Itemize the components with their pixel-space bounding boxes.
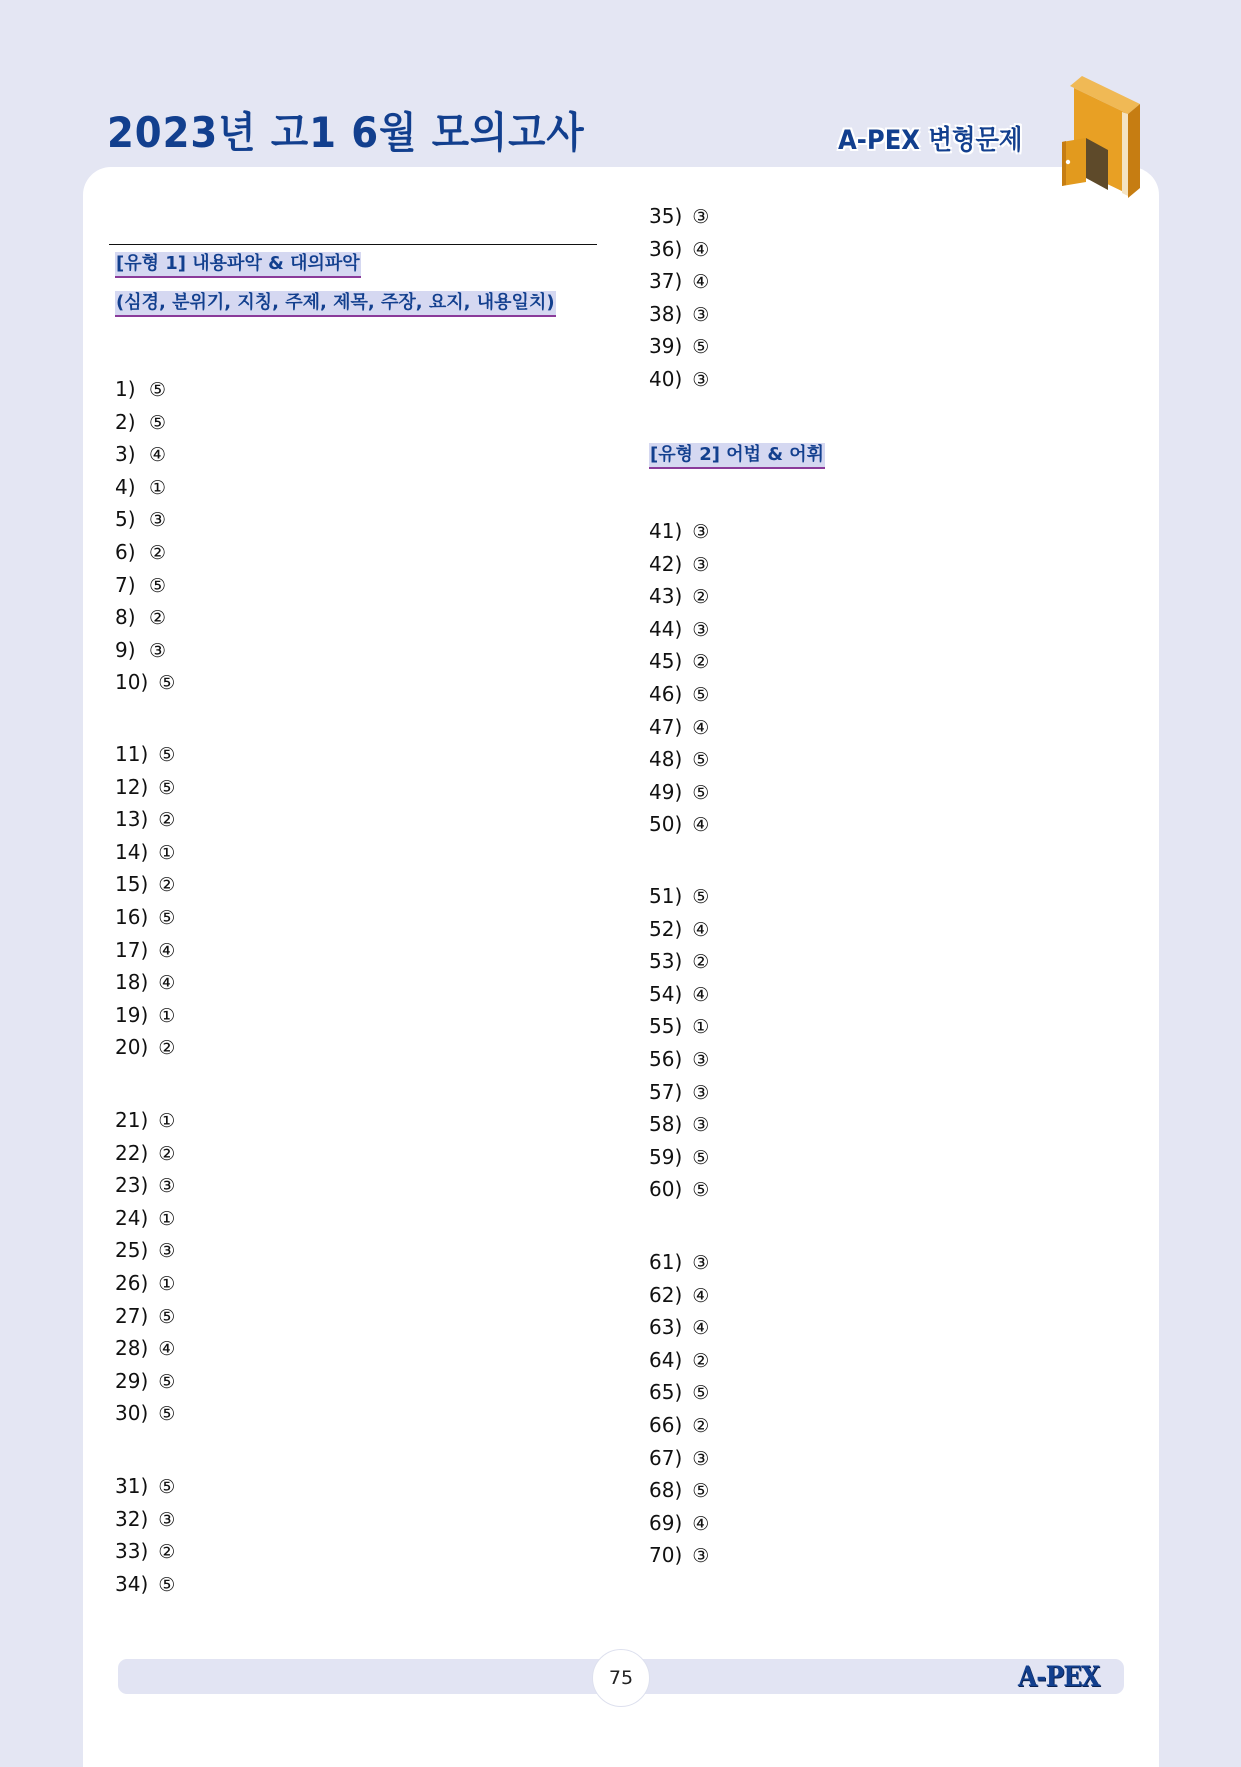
- answer-item: [649, 302, 709, 327]
- question-number: 8): [115, 605, 136, 630]
- answer-choice: ⑤: [692, 749, 710, 772]
- answer-item: [115, 1401, 175, 1426]
- answer-item: [649, 237, 709, 262]
- answer-choice: ⑤: [158, 1476, 176, 1498]
- answer-choice: ①: [158, 1004, 176, 1027]
- question-number: 11): [115, 742, 149, 766]
- answer-item: [649, 812, 709, 837]
- question-number: 18): [115, 970, 149, 995]
- answer-item: [115, 970, 175, 995]
- answer-choice: ⑤: [158, 744, 176, 766]
- question-number: 14): [115, 839, 149, 864]
- answer-item: [649, 1145, 709, 1170]
- question-number: 56): [649, 1047, 683, 1071]
- answer-choice: ③: [692, 521, 710, 543]
- question-number: 4): [115, 474, 136, 499]
- question-number: 29): [115, 1368, 149, 1393]
- answer-item: [115, 1474, 175, 1499]
- question-number: 2): [115, 409, 136, 434]
- answer-choice: ④: [692, 1317, 710, 1340]
- answer-choice: ③: [158, 1175, 176, 1198]
- question-number: 22): [115, 1140, 149, 1165]
- answer-choice: ⑤: [149, 379, 167, 401]
- answer-item: [649, 334, 709, 359]
- question-number: 36): [649, 236, 683, 261]
- answer-item: [115, 1141, 175, 1166]
- answer-choice: ③: [158, 1508, 176, 1531]
- question-number: 16): [115, 905, 149, 929]
- answer-item: [649, 367, 709, 392]
- answer-item: [115, 1173, 175, 1198]
- answer-choice: ②: [692, 1415, 710, 1437]
- answer-choice: ③: [149, 509, 167, 532]
- question-number: 68): [649, 1478, 683, 1503]
- book-door-icon: [1052, 76, 1142, 201]
- answer-item: [115, 1572, 175, 1597]
- answer-choice: ⑤: [158, 1403, 176, 1426]
- answer-choice: ⑤: [692, 1382, 710, 1405]
- answer-item: [649, 1413, 709, 1438]
- answer-item: [649, 1478, 709, 1503]
- section-heading-type1: [유형 1] 내용파악 & 대의파악: [115, 252, 361, 278]
- answer-item: [649, 1511, 709, 1536]
- answer-choice: ④: [158, 1338, 176, 1361]
- answer-item: [115, 377, 166, 402]
- answer-item: [649, 982, 709, 1007]
- question-number: 49): [649, 779, 683, 804]
- answer-item: [115, 1271, 175, 1296]
- answer-choice: ②: [692, 586, 710, 609]
- question-number: 39): [649, 334, 683, 359]
- answer-choice: ①: [158, 1207, 176, 1230]
- answer-choice: ③: [149, 639, 167, 662]
- answer-choice: ③: [692, 206, 710, 228]
- answer-choice: ②: [149, 607, 167, 630]
- answer-item: [115, 540, 166, 565]
- answer-item: [115, 775, 175, 800]
- question-number: 19): [115, 1002, 149, 1027]
- answer-item: [115, 1238, 175, 1263]
- answer-choice: ⑤: [692, 1480, 710, 1503]
- answer-item: [115, 1539, 175, 1564]
- question-number: 21): [115, 1108, 149, 1132]
- answer-item: [649, 552, 709, 577]
- answer-choice: ①: [158, 1110, 176, 1132]
- answer-item: [115, 670, 175, 695]
- answer-choice: ⑤: [158, 1370, 176, 1393]
- answer-choice: ④: [692, 1284, 710, 1307]
- question-number: 35): [649, 204, 683, 228]
- question-number: 44): [649, 616, 683, 641]
- answer-item: [649, 917, 709, 942]
- answer-choice: ③: [692, 553, 710, 576]
- question-number: 13): [115, 807, 149, 832]
- answer-item: [649, 1080, 709, 1105]
- answer-choice: ③: [692, 1545, 710, 1568]
- answer-item: [115, 1336, 175, 1361]
- answer-choice: ⑤: [692, 684, 710, 706]
- answer-item: [115, 840, 175, 865]
- question-number: 70): [649, 1543, 683, 1568]
- answer-choice: ⑤: [158, 776, 176, 799]
- answer-item: [649, 884, 709, 909]
- question-number: 66): [649, 1413, 683, 1437]
- answer-item: [115, 1108, 175, 1133]
- answer-item: [649, 780, 709, 805]
- answer-item: [115, 475, 166, 500]
- question-number: 32): [115, 1506, 149, 1531]
- answer-choice: ④: [692, 238, 710, 261]
- question-number: 51): [649, 884, 683, 908]
- question-number: 37): [649, 269, 683, 294]
- answer-item: [649, 1446, 709, 1471]
- answer-choice: ①: [158, 1273, 176, 1295]
- answer-choice: ②: [692, 951, 710, 974]
- answer-choice: ⑤: [158, 907, 176, 929]
- question-number: 45): [649, 649, 683, 674]
- question-number: 10): [115, 670, 149, 695]
- answer-choice: ①: [158, 841, 176, 864]
- question-number: 25): [115, 1238, 149, 1263]
- question-number: 15): [115, 872, 149, 897]
- answer-choice: ②: [158, 809, 176, 832]
- answer-item: [649, 649, 709, 674]
- question-number: 17): [115, 937, 149, 962]
- question-number: 48): [649, 747, 683, 772]
- question-number: 52): [649, 916, 683, 941]
- question-number: 33): [115, 1539, 149, 1564]
- answer-choice: ④: [692, 983, 710, 1006]
- answer-item: [115, 1003, 175, 1028]
- answer-choice: ②: [692, 651, 710, 674]
- answer-item: [649, 617, 709, 642]
- question-number: 58): [649, 1112, 683, 1137]
- answer-choice: ⑤: [158, 672, 176, 695]
- answer-choice: ⑤: [149, 574, 167, 597]
- answer-choice: ②: [158, 1037, 176, 1060]
- answer-item: [649, 1014, 709, 1039]
- question-number: 40): [649, 367, 683, 391]
- answer-choice: ③: [692, 1252, 710, 1274]
- answer-item: [115, 807, 175, 832]
- answer-choice: ③: [692, 303, 710, 326]
- answer-item: [649, 204, 709, 229]
- answer-item: [649, 1283, 709, 1308]
- answer-choice: ⑤: [692, 1179, 710, 1202]
- answer-choice: ⑤: [158, 1573, 176, 1596]
- answer-choice: ①: [149, 476, 167, 499]
- answer-choice: ④: [692, 814, 710, 837]
- answer-item: [115, 1507, 175, 1532]
- answer-item: [649, 1250, 709, 1275]
- page-number: 75: [592, 1649, 650, 1707]
- answer-item: [115, 573, 166, 598]
- question-number: 64): [649, 1347, 683, 1372]
- question-number: 67): [649, 1445, 683, 1470]
- answer-choice: ④: [692, 271, 710, 294]
- answer-sheet-paper: [83, 167, 1159, 1767]
- answer-item: [115, 742, 175, 767]
- answer-item: [115, 872, 175, 897]
- answer-choice: ②: [158, 1142, 176, 1165]
- question-number: 41): [649, 519, 683, 543]
- answer-item: [649, 682, 709, 707]
- answer-item: [649, 715, 709, 740]
- answer-item: [649, 747, 709, 772]
- question-number: 6): [115, 540, 136, 564]
- question-number: 63): [649, 1315, 683, 1340]
- answer-choice: ④: [158, 972, 176, 995]
- answer-choice: ⑤: [692, 886, 710, 908]
- answer-item: [649, 1177, 709, 1202]
- question-number: 3): [115, 442, 136, 467]
- answer-choice: ⑤: [692, 336, 710, 359]
- question-number: 54): [649, 981, 683, 1006]
- question-number: 20): [115, 1035, 149, 1060]
- answer-choice: ⑤: [692, 781, 710, 804]
- answer-choice: ②: [149, 542, 167, 564]
- answer-item: [649, 519, 709, 544]
- answer-item: [115, 1206, 175, 1231]
- answer-choice: ①: [692, 1016, 710, 1039]
- answer-choice: ③: [692, 369, 710, 391]
- section-divider: [109, 244, 597, 245]
- answer-item: [115, 1035, 175, 1060]
- question-number: 12): [115, 774, 149, 799]
- question-number: 53): [649, 949, 683, 974]
- question-number: 46): [649, 682, 683, 706]
- question-number: 38): [649, 301, 683, 326]
- question-number: 57): [649, 1079, 683, 1104]
- question-number: 34): [115, 1571, 149, 1596]
- answer-item: [115, 605, 166, 630]
- question-number: 1): [115, 377, 136, 401]
- page-title: 2023년 고1 6월 모의고사: [107, 108, 585, 157]
- answer-choice: ④: [692, 716, 710, 739]
- question-number: 60): [649, 1177, 683, 1202]
- question-number: 27): [115, 1303, 149, 1328]
- answer-choice: ③: [692, 1049, 710, 1071]
- question-number: 30): [115, 1401, 149, 1426]
- answer-choice: ④: [692, 918, 710, 941]
- question-number: 47): [649, 714, 683, 739]
- question-number: 65): [649, 1380, 683, 1405]
- answer-item: [649, 1543, 709, 1568]
- question-number: 7): [115, 572, 136, 597]
- answer-item: [649, 1380, 709, 1405]
- answer-choice: ⑤: [692, 1146, 710, 1169]
- question-number: 61): [649, 1250, 683, 1274]
- question-number: 5): [115, 507, 136, 532]
- answer-choice: ④: [149, 444, 167, 467]
- question-number: 26): [115, 1271, 149, 1295]
- answer-item: [649, 1047, 709, 1072]
- question-number: 9): [115, 637, 136, 662]
- question-number: 69): [649, 1510, 683, 1535]
- answer-choice: ⑤: [158, 1305, 176, 1328]
- answer-choice: ②: [158, 1541, 176, 1564]
- answer-choice: ②: [692, 1349, 710, 1372]
- answer-choice: ②: [158, 874, 176, 897]
- answer-choice: ④: [158, 939, 176, 962]
- answer-item: [649, 1348, 709, 1373]
- footer-logo: A-PEX: [1018, 1660, 1100, 1693]
- answer-item: [649, 269, 709, 294]
- answer-choice: ③: [692, 1114, 710, 1137]
- question-number: 42): [649, 551, 683, 576]
- answer-choice: ③: [692, 618, 710, 641]
- question-number: 28): [115, 1336, 149, 1361]
- section-heading-type2: [유형 2] 어법 & 어휘: [649, 443, 825, 469]
- answer-item: [115, 1369, 175, 1394]
- question-number: 23): [115, 1173, 149, 1198]
- answer-choice: ④: [692, 1512, 710, 1535]
- question-number: 55): [649, 1014, 683, 1039]
- question-number: 43): [649, 584, 683, 609]
- answer-choice: ③: [692, 1447, 710, 1470]
- answer-choice: ⑤: [149, 411, 167, 434]
- answer-item: [649, 1112, 709, 1137]
- answer-item: [115, 1304, 175, 1329]
- answer-item: [649, 949, 709, 974]
- answer-choice: ③: [158, 1240, 176, 1263]
- answer-choice: ③: [692, 1081, 710, 1104]
- answer-item: [115, 507, 166, 532]
- section-subheading-type1: (심경, 분위기, 지칭, 주제, 제목, 주장, 요지, 내용일치): [115, 291, 556, 317]
- answer-item: [115, 442, 166, 467]
- question-number: 24): [115, 1205, 149, 1230]
- question-number: 59): [649, 1144, 683, 1169]
- brand-badge: A-PEX 변형문제: [838, 125, 1023, 156]
- answer-item: [115, 410, 166, 435]
- answer-item: [115, 638, 166, 663]
- answer-item: [115, 938, 175, 963]
- question-number: 31): [115, 1474, 149, 1498]
- question-number: 62): [649, 1282, 683, 1307]
- answer-item: [649, 584, 709, 609]
- question-number: 50): [649, 812, 683, 837]
- answer-item: [115, 905, 175, 930]
- answer-item: [649, 1315, 709, 1340]
